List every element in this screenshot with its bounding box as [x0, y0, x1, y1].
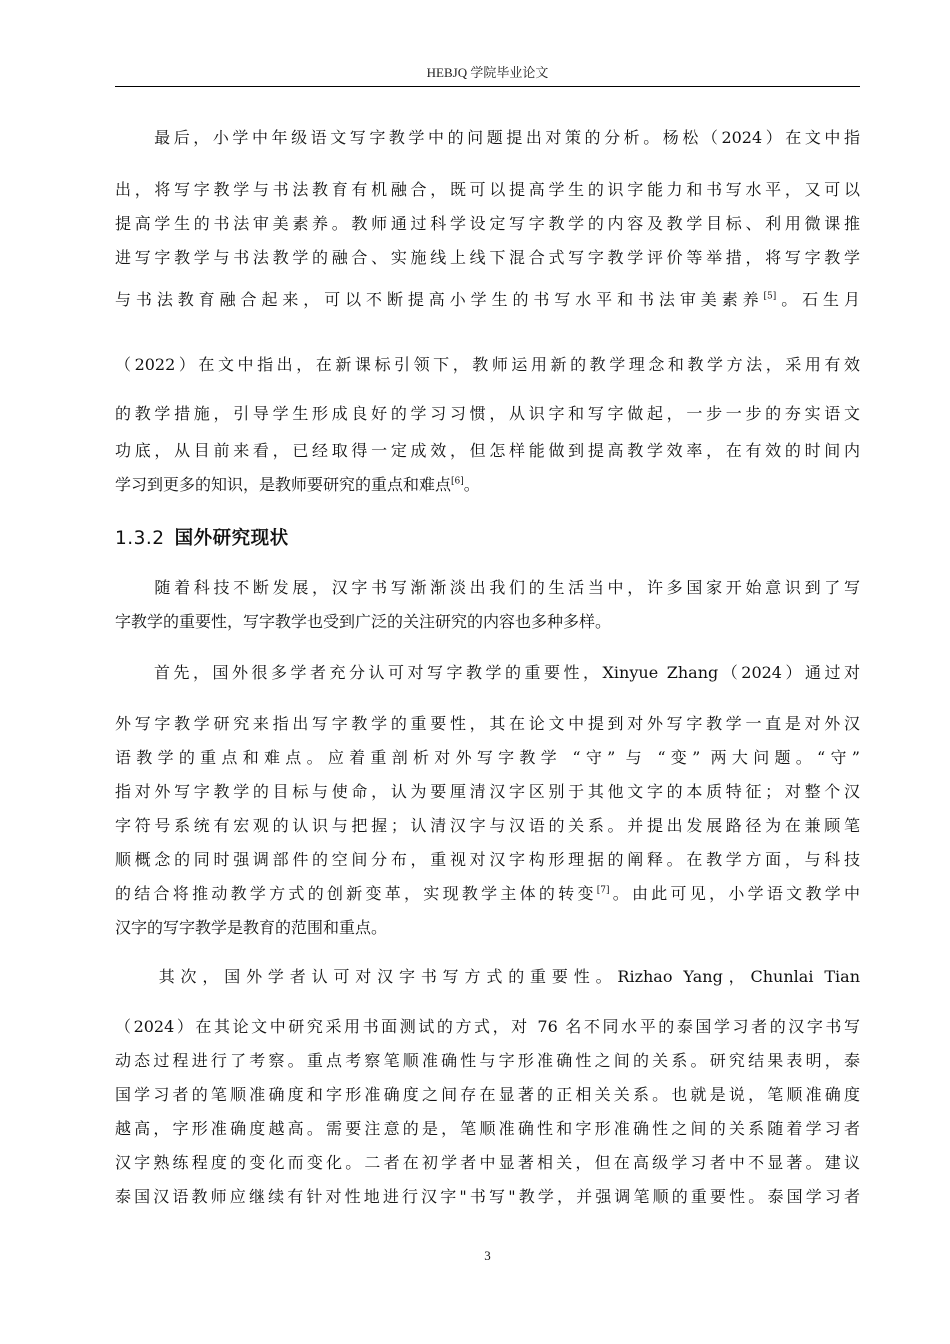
body-line: 字教学的重要性，写字教学也受到广泛的关注研究的内容也多种多样。	[115, 612, 612, 631]
body-line	[115, 475, 860, 495]
body-line: （2024）在其论文中研究采用书面测试的方式，对 76 名不同水平的泰国学习者的汉字书写	[115, 1017, 860, 1036]
page-header: HEBJQ 学院毕业论文	[426, 65, 549, 80]
body-line: 动态过程进行了考察。重点考察笔顺准确性与字形准确性之间的关系。研究结果表明，泰	[115, 1051, 860, 1070]
body-line: 语教学的重点和难点。应着重剖析对外写字教学 “守” 与 “变” 两大问题。“守”	[115, 748, 860, 767]
body-line: 外写字教学研究来指出写字教学的重要性，其在论文中提到对外写字教学一直是对外汉	[115, 714, 860, 733]
body-line: 出，将写字教学与书法教育有机融合，既可以提高学生的识字能力和书写水平，又可以	[115, 180, 860, 199]
body-line	[115, 290, 860, 310]
body-line: 提高学生的书法审美素养。教师通过科学设定写字教学的内容及教学目标、利用微课推	[115, 214, 860, 233]
section-title: 国外研究现状	[174, 528, 289, 549]
body-text: 。由此可见，小学语文教学中	[609, 884, 860, 903]
header-divider	[115, 86, 860, 87]
body-line: 随着科技不断发展，汉字书写渐渐淡出我们的生活当中，许多国家开始意识到了写	[115, 578, 860, 597]
section-heading	[115, 524, 289, 550]
body-line: （2022）在文中指出，在新课标引领下，教师运用新的教学理念和教学方法，采用有效	[115, 355, 860, 374]
body-line: 指对外写字教学的目标与使命，认为要厘清汉字区别于其他文字的本质特征；对整个汉	[115, 782, 860, 801]
citation-ref: [7]	[596, 885, 610, 896]
section-number: 1.3.2	[115, 528, 165, 549]
body-text: 。石生月	[776, 290, 860, 309]
body-text: 的结合将推动教学方式的创新变革，实现教学主体的转变	[115, 884, 597, 903]
body-text: 。	[463, 475, 480, 494]
body-line: 最后，小学中年级语文写字教学中的问题提出对策的分析。杨松（2024）在文中指	[115, 128, 860, 147]
body-line: 功底，从目前来看，已经取得一定成效，但怎样能做到提高教学效率，在有效的时间内	[115, 441, 860, 460]
citation-ref: [5]	[763, 291, 777, 302]
body-line: 汉字熟练程度的变化而变化。二者在初学者中显著相关，但在高级学习者中不显著。建议	[115, 1153, 860, 1172]
body-line: 顺概念的同时强调部件的空间分布，重视对汉字构形理据的阐释。在教学方面，与科技	[115, 850, 860, 869]
page-number: 3	[484, 1248, 491, 1263]
body-text: 与书法教育融合起来，可以不断提高小学生的书写水平和书法审美素养	[115, 290, 764, 309]
citation-ref: [6]	[451, 476, 464, 487]
body-text: 学习到更多的知识，是教师要研究的重点和难点	[115, 475, 452, 494]
body-line: 字符号系统有宏观的认识与把握；认清汉字与汉语的关系。并提出发展路径为在兼顾笔	[115, 816, 860, 835]
body-line: 进写字教学与书法教学的融合、实施线上线下混合式写字教学评价等举措，将写字教学	[115, 248, 860, 267]
body-line	[115, 884, 860, 904]
body-line: 的教学措施，引导学生形成良好的学习习惯，从识字和写字做起，一步一步的夯实语文	[115, 404, 860, 423]
body-line: 越高，字形准确度越高。需要注意的是，笔顺准确性和字形准确性之间的关系随着学习者	[115, 1119, 860, 1138]
body-line: 汉字的写字教学是教育的范围和重点。	[115, 918, 388, 937]
body-line: 国学习者的笔顺准确度和字形准确度之间存在显著的正相关关系。也就是说，笔顺准确度	[115, 1085, 860, 1104]
body-line: 其次，国外学者认可对汉字书写方式的重要性。Rizhao Yang，Chunlai Tian	[115, 967, 860, 986]
body-line: 泰国汉语教师应继续有针对性地进行汉字"书写"教学，并强调笔顺的重要性。泰国学习者	[115, 1187, 860, 1206]
body-line: 首先，国外很多学者充分认可对写字教学的重要性，Xinyue Zhang（2024）通过对	[115, 663, 860, 682]
